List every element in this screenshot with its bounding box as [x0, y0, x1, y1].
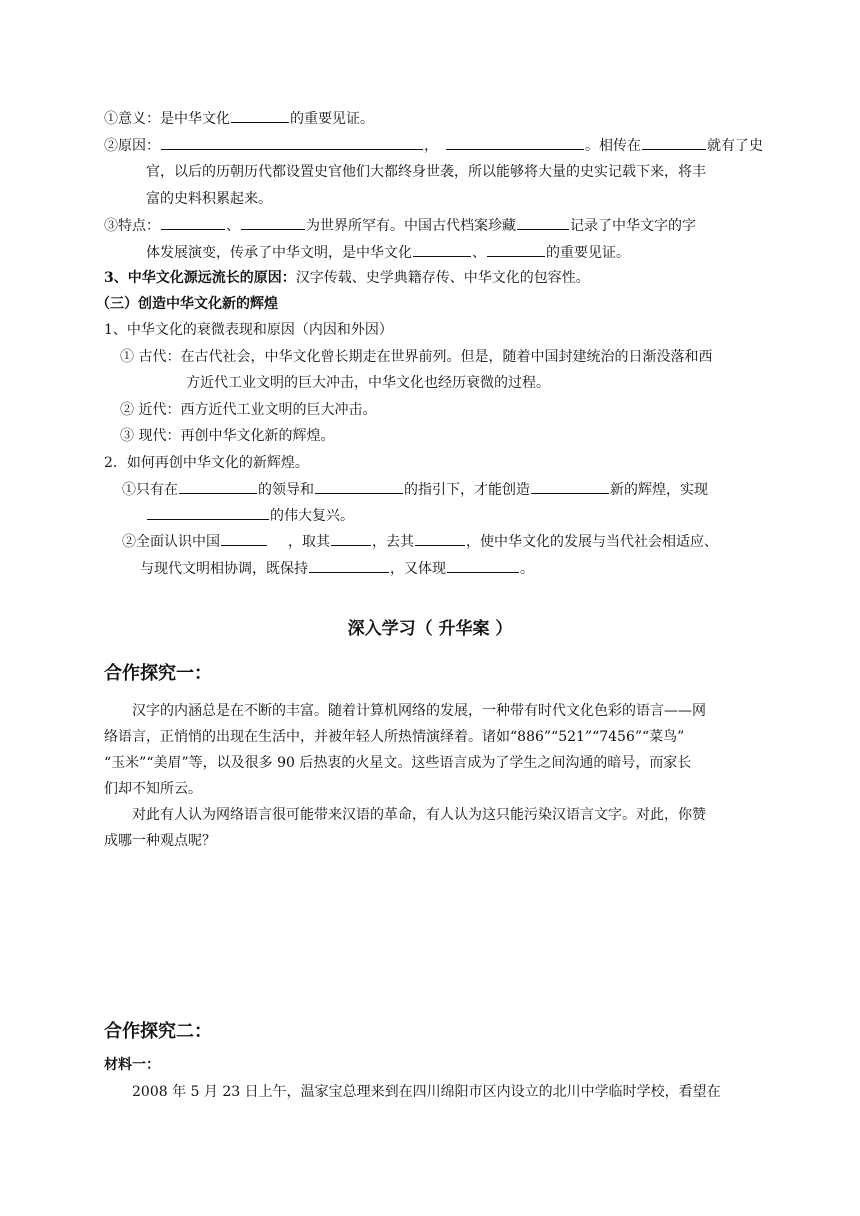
fill-blank[interactable]: [315, 479, 403, 494]
reason-line-3: 富的史料积累起来。: [146, 191, 272, 207]
reason-line-2: 官，以后的历朝历代都设置史官他们大都终身世袭，所以能够将大量的史实记载下来，将丰: [146, 164, 706, 180]
fill-blank[interactable]: [241, 215, 305, 230]
fill-blank[interactable]: [179, 479, 257, 494]
coop1-p2-l1: 对此有人认为网络语言很可能带来汉语的革命，有人认为这只能污染汉语言文字。对此，你赞: [132, 807, 706, 823]
coop1-title: 合作探究一：: [104, 663, 212, 684]
item2-title: 2．如何再创中华文化的新辉煌。: [104, 455, 309, 471]
fill-blank[interactable]: [415, 531, 465, 546]
ancient-line-1: ① 古代：在古代社会，中华文化曾长期走在世界前列。但是，随着中国封建统治的日渐没落和西: [120, 349, 713, 365]
contemporary-line: ③ 现代：再创中华文化新的辉煌。: [120, 428, 335, 444]
reason-line: ②原因： ， 。相传在 就有了史: [104, 135, 763, 156]
item2-p1-line: ①只有在 的领导和 的指引下，才能创造 新的辉煌，实现: [122, 479, 708, 500]
fill-blank[interactable]: [161, 135, 423, 150]
fill-blank[interactable]: [517, 215, 569, 230]
fill-blank[interactable]: [487, 242, 545, 257]
fill-blank[interactable]: [309, 558, 389, 573]
meaning-line: ①意义：是中华文化 的重要见证。: [104, 108, 374, 129]
fill-blank[interactable]: [147, 505, 269, 520]
material1-line-1: 2008 年 5 月 23 日上午，温家宝总理来到在四川绵阳市区内设立的北川中学临时学校，看望在: [132, 1084, 721, 1100]
fill-blank[interactable]: [413, 242, 471, 257]
item2-p2-line: ②全面认识中国 ，取其 ，去其 ，使中华文化的发展与当代社会相适应、: [122, 531, 718, 552]
fill-blank[interactable]: [231, 108, 289, 123]
section-c-title: （三）创造中华文化新的辉煌: [96, 296, 278, 312]
fill-blank[interactable]: [161, 215, 225, 230]
ancient-line-2: 方近代工业文明的巨大冲击，中华文化也经历衰微的过程。: [186, 375, 550, 391]
deep-study-title: 深入学习（ 升华案 ）: [347, 619, 513, 639]
material1-label: 材料一：: [104, 1057, 160, 1073]
fill-blank[interactable]: [446, 135, 584, 150]
item2-p2-line-2: 与现代文明相协调，既保持 ，又体现 。: [140, 558, 534, 579]
coop1-p1-l2: 络语言，正悄悄的出现在生活中，并被年轻人所热情演绎着。诸如“886”“521”“7456”“菜鸟”: [104, 729, 685, 745]
coop1-p1-l4: 们却不知所云。: [104, 781, 202, 797]
coop1-p1-l3: “玉米”“美眉”等，以及很多 90 后热衷的火星文。这些语言成为了学生之间沟通的暗号，而家长: [104, 755, 692, 771]
feature-line-2: 体发展演变，传承了中华文明，是中华文化 、 的重要见证。: [146, 242, 630, 263]
reason3-line: 3、中华文化源远流长的原因：汉字传载、史学典籍存传、中华文化的包容性。: [104, 270, 590, 286]
fill-blank[interactable]: [331, 531, 371, 546]
fill-blank[interactable]: [221, 531, 267, 546]
coop1-p1-l1: 汉字的内涵总是在不断的丰富。随着计算机网络的发展，一种带有时代文化色彩的语言——网: [132, 703, 706, 719]
item2-p1-line-2: 的伟大复兴。: [146, 505, 354, 526]
fill-blank[interactable]: [531, 479, 609, 494]
coop2-title: 合作探究二：: [104, 1021, 212, 1042]
coop1-p2-l2: 成哪一种观点呢？: [104, 833, 216, 849]
item1-title: 1、中华文化的衰微表现和原因（内因和外因）: [104, 322, 393, 338]
fill-blank[interactable]: [447, 558, 519, 573]
fill-blank[interactable]: [642, 135, 706, 150]
feature-line: ③特点： 、 为世界所罕有。中国古代档案珍藏 记录了中华文字的字: [104, 215, 696, 236]
modern-line: ② 近代：西方近代工业文明的巨大冲击。: [120, 402, 377, 418]
